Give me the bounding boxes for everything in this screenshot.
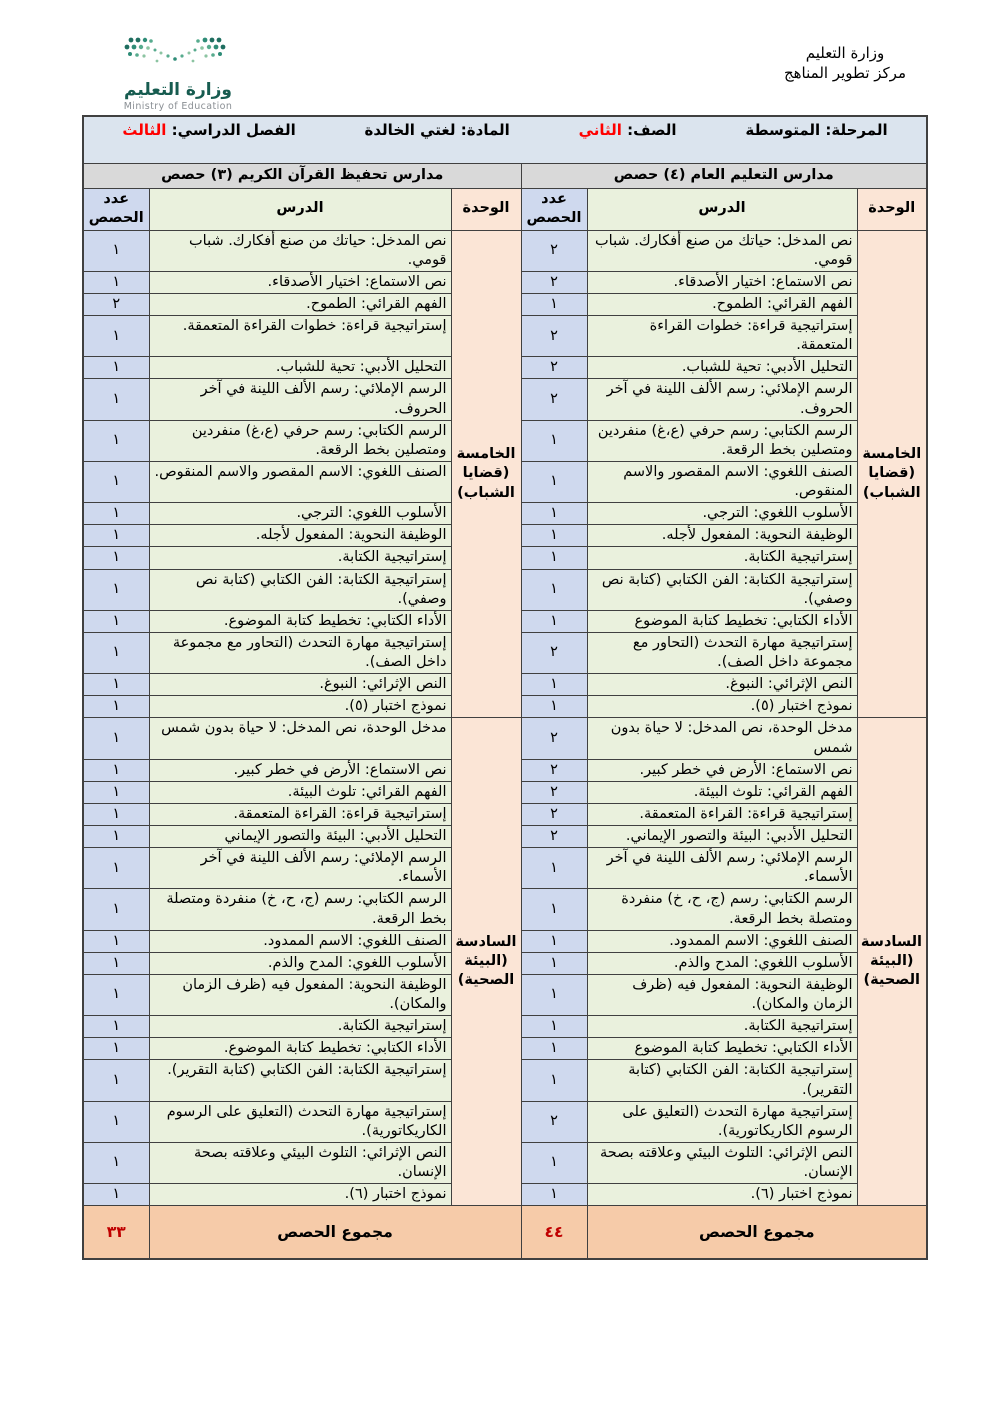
tahfiz-lesson-cell: الوظيفة النحوية: المفعول فيه (ظرف الزمان والمكان). xyxy=(149,974,451,1015)
tahfiz-periods-cell: ١ xyxy=(83,930,149,952)
general-periods-cell: ١ xyxy=(521,889,587,930)
general-periods-cell: ١ xyxy=(521,420,587,461)
general-periods-cell: ١ xyxy=(521,952,587,974)
tahfiz-lesson-cell: التحليل الأدبي: البيئة والتصور الإيماني xyxy=(149,826,451,848)
tahfiz-lesson-cell: الأداء الكتابي: تخطيط كتابة الموضوع. xyxy=(149,610,451,632)
general-lesson-cell: الفهم القرائي: تلوث البيئة. xyxy=(587,781,857,803)
general-periods-cell: ١ xyxy=(521,503,587,525)
logo-arabic-text: وزارة التعليم xyxy=(124,80,232,100)
tahfiz-total-label: مجموع الحصص xyxy=(149,1206,521,1259)
tahfiz-periods-cell: ١ xyxy=(83,1184,149,1206)
general-periods-cell: ٢ xyxy=(521,271,587,293)
general-lesson-cell: الرسم الإملائي: رسم الألف اللينة في آخر الحروف. xyxy=(587,379,857,420)
general-lesson-cell: نص الاستماع: اختيار الأصدقاء. xyxy=(587,271,857,293)
tahfiz-lesson-cell: نص الاستماع: الأرض في خطر كبير. xyxy=(149,759,451,781)
general-periods-cell: ٢ xyxy=(521,759,587,781)
general-periods-cell: ٢ xyxy=(521,357,587,379)
general-schools-title: مدارس التعليم العام (٤) حصص xyxy=(521,163,927,188)
tahfiz-lesson-cell: الرسم الكتابي: رسم (ج، ح، خ) منفردة ومتصلة بخط الرقعة. xyxy=(149,889,451,930)
tahfiz-periods-cell: ١ xyxy=(83,781,149,803)
tahfiz-schools-title: مدارس تحفيظ القرآن الكريم (٣) حصص xyxy=(83,163,521,188)
lesson-distribution-table xyxy=(82,115,928,1260)
tahfiz-periods-cell: ١ xyxy=(83,1142,149,1183)
tahfiz-lesson-cell: إستراتيجية قراءة: القراءة المتعمقة. xyxy=(149,803,451,825)
tahfiz-lesson-cell: نموذج اختبار (٦). xyxy=(149,1184,451,1206)
tahfiz-periods-cell: ١ xyxy=(83,974,149,1015)
tahfiz-periods-cell: ١ xyxy=(83,803,149,825)
general-lesson-cell: إستراتيجية مهارة التحدث (التعليق على الرسوم الكاريكاتورية). xyxy=(587,1101,857,1142)
general-periods-cell: ٢ xyxy=(521,718,587,759)
ministry-logo xyxy=(98,34,258,112)
tahfiz-lesson-cell: إستراتيجية قراءة: خطوات القراءة المتعمقة. xyxy=(149,316,451,357)
tahfiz-periods-cell: ١ xyxy=(83,826,149,848)
semester-field: الفصل الدراسي: الثالث xyxy=(122,121,296,139)
general-periods-cell: ١ xyxy=(521,461,587,502)
general-lesson-cell: إستراتيجية قراءة: القراءة المتعمقة. xyxy=(587,803,857,825)
tahfiz-lesson-cell: النص الإثرائي: النبوغ. xyxy=(149,674,451,696)
semester-value: الثالث xyxy=(122,121,167,139)
lesson-row xyxy=(83,230,927,271)
general-lesson-cell: نص الاستماع: الأرض في خطر كبير. xyxy=(587,759,857,781)
general-periods-cell: ١ xyxy=(521,674,587,696)
lesson-row xyxy=(83,718,927,759)
general-periods-header: عدد الحصص xyxy=(521,188,587,230)
general-lesson-cell: إستراتيجية قراءة: خطوات القراءة المتعمقة. xyxy=(587,316,857,357)
tahfiz-periods-cell: ١ xyxy=(83,230,149,271)
logo-english-text: Ministry of Education xyxy=(123,101,233,112)
tahfiz-lesson-cell: مدخل الوحدة، نص المدخل: لا حياة بدون شمس xyxy=(149,718,451,759)
tahfiz-periods-cell: ١ xyxy=(83,379,149,420)
tahfiz-lesson-cell: الوظيفة النحوية: المفعول لأجله. xyxy=(149,525,451,547)
tahfiz-lesson-cell: الفهم القرائي: تلوث البيئة. xyxy=(149,781,451,803)
general-periods-cell: ١ xyxy=(521,569,587,610)
general-periods-cell: ٢ xyxy=(521,632,587,673)
general-periods-cell: ١ xyxy=(521,610,587,632)
subject-field: المادة: لغتي الخالدة xyxy=(364,121,510,139)
tahfiz-lesson-cell: نص المدخل: حياتك من صنع أفكارك. شباب قومي. xyxy=(149,230,451,271)
general-periods-cell: ٢ xyxy=(521,826,587,848)
tahfiz-periods-cell: ١ xyxy=(83,1016,149,1038)
tahfiz-periods-cell: ١ xyxy=(83,1038,149,1060)
general-periods-cell: ٢ xyxy=(521,230,587,271)
general-lesson-cell: الفهم القرائي: الطموح. xyxy=(587,293,857,315)
general-lesson-cell: نموذج اختبار (٥). xyxy=(587,696,857,718)
tahfiz-periods-cell: ١ xyxy=(83,1060,149,1101)
tahfiz-periods-cell: ١ xyxy=(83,461,149,502)
tahfiz-periods-cell: ١ xyxy=(83,316,149,357)
tahfiz-periods-cell: ١ xyxy=(83,759,149,781)
tahfiz-lesson-cell: نموذج اختبار (٥). xyxy=(149,696,451,718)
general-lesson-cell: نموذج اختبار (٦). xyxy=(587,1184,857,1206)
tahfiz-periods-cell: ١ xyxy=(83,632,149,673)
ministry-header xyxy=(784,44,906,83)
tahfiz-periods-cell: ١ xyxy=(83,569,149,610)
general-periods-cell: ١ xyxy=(521,1142,587,1183)
general-lesson-cell: إستراتيجية الكتابة: الفن الكتابي (كتابة التقرير). xyxy=(587,1060,857,1101)
tahfiz-lesson-cell: إستراتيجية مهارة التحدث (التحاور مع مجموعة داخل الصف). xyxy=(149,632,451,673)
tahfiz-periods-cell: ١ xyxy=(83,547,149,569)
general-lesson-cell: النص الإثرائي: التلوث البيئي وعلاقته بصحة الإنسان. xyxy=(587,1142,857,1183)
general-lesson-cell: نص المدخل: حياتك من صنع أفكارك. شباب قومي. xyxy=(587,230,857,271)
tahfiz-total-value: ٣٣ xyxy=(83,1206,149,1259)
tahfiz-lesson-cell: الفهم القرائي: الطموح. xyxy=(149,293,451,315)
general-periods-cell: ٢ xyxy=(521,379,587,420)
general-lesson-cell: إستراتيجية مهارة التحدث (التحاور مع مجموعة داخل الصف). xyxy=(587,632,857,673)
general-periods-cell: ١ xyxy=(521,974,587,1015)
general-lesson-cell: الأداء الكتابي: تخطيط كتابة الموضوع xyxy=(587,1038,857,1060)
tahfiz-lesson-cell: النص الإثرائي: التلوث البيئي وعلاقته بصحة الإنسان. xyxy=(149,1142,451,1183)
tahfiz-lesson-cell: الرسم الكتابي: رسم حرفي (ع،غ) منفردين ومتصلين بخط الرقعة. xyxy=(149,420,451,461)
general-periods-cell: ١ xyxy=(521,930,587,952)
general-lesson-cell: الصنف اللغوي: الاسم المقصور والاسم المنقوص. xyxy=(587,461,857,502)
totals-row xyxy=(83,1206,927,1259)
tahfiz-periods-cell: ٢ xyxy=(83,293,149,315)
tahfiz-lesson-header: الدرس xyxy=(149,188,451,230)
general-periods-cell: ٢ xyxy=(521,781,587,803)
general-periods-cell: ١ xyxy=(521,848,587,889)
tahfiz-periods-cell: ١ xyxy=(83,271,149,293)
general-lesson-cell: التحليل الأدبي: تحية للشباب. xyxy=(587,357,857,379)
general-lesson-cell: الوظيفة النحوية: المفعول فيه (ظرف الزمان والمكان). xyxy=(587,974,857,1015)
tahfiz-lesson-cell: الرسم الإملائي: رسم الألف اللينة في آخر الحروف. xyxy=(149,379,451,420)
general-periods-cell: ١ xyxy=(521,696,587,718)
tahfiz-lesson-cell: الأداء الكتابي: تخطيط كتابة الموضوع. xyxy=(149,1038,451,1060)
general-lesson-cell: إستراتيجية الكتابة. xyxy=(587,1016,857,1038)
tahfiz-periods-cell: ١ xyxy=(83,674,149,696)
tahfiz-lesson-cell: الأسلوب اللغوي: المدح والذم. xyxy=(149,952,451,974)
general-lesson-cell: الأداء الكتابي: تخطيط كتابة الموضوع xyxy=(587,610,857,632)
ministry-header-line1: وزارة التعليم xyxy=(805,44,885,62)
general-periods-cell: ٢ xyxy=(521,1101,587,1142)
tahfiz-unit-header: الوحدة xyxy=(451,188,521,230)
tahfiz-lesson-cell: إستراتيجية الكتابة. xyxy=(149,1016,451,1038)
course-info-row xyxy=(83,116,927,163)
tahfiz-periods-cell: ١ xyxy=(83,503,149,525)
tahfiz-lesson-cell: نص الاستماع: اختيار الأصدقاء. xyxy=(149,271,451,293)
general-periods-cell: ٢ xyxy=(521,803,587,825)
tahfiz-periods-cell: ١ xyxy=(83,696,149,718)
tahfiz-lesson-cell: إستراتيجية الكتابة: الفن الكتابي (كتابة التقرير). xyxy=(149,1060,451,1101)
tahfiz-lesson-cell: التحليل الأدبي: تحية للشباب. xyxy=(149,357,451,379)
tahfiz-periods-cell: ١ xyxy=(83,357,149,379)
ministry-logo-dots-icon xyxy=(113,34,243,74)
tahfiz-periods-cell: ١ xyxy=(83,848,149,889)
general-lesson-cell: إستراتيجية الكتابة: الفن الكتابي (كتابة نص وصفي). xyxy=(587,569,857,610)
course-info-cell xyxy=(83,116,927,163)
general-unit-cell: السادسة (البيئة الصحية) xyxy=(857,718,927,1206)
tahfiz-periods-cell: ١ xyxy=(83,889,149,930)
general-lesson-cell: الرسم الكتابي: رسم (ج، ح، خ) منفردة ومتصلة بخط الرقعة. xyxy=(587,889,857,930)
general-periods-cell: ١ xyxy=(521,1038,587,1060)
general-periods-cell: ١ xyxy=(521,1060,587,1101)
general-lesson-header: الدرس xyxy=(587,188,857,230)
general-lesson-cell: الأسلوب اللغوي: المدح والذم. xyxy=(587,952,857,974)
general-unit-cell: الخامسة (قضايا الشباب) xyxy=(857,230,927,718)
tahfiz-lesson-cell: الصنف اللغوي: الاسم الممدود. xyxy=(149,930,451,952)
tahfiz-lesson-cell: الأسلوب اللغوي: الترجي. xyxy=(149,503,451,525)
tahfiz-unit-cell: الخامسة (قضايا الشباب) xyxy=(451,230,521,718)
tahfiz-lesson-cell: الرسم الإملائي: رسم الألف اللينة في آخر الأسماء. xyxy=(149,848,451,889)
ministry-header-line2: مركز تطوير المناهج xyxy=(783,63,906,82)
tahfiz-periods-cell: ١ xyxy=(83,525,149,547)
general-lesson-cell: التحليل الأدبي: البيئة والتصور الإيماني. xyxy=(587,826,857,848)
tahfiz-lesson-cell: إستراتيجية مهارة التحدث (التعليق على الرسوم الكاريكاتورية). xyxy=(149,1101,451,1142)
tahfiz-periods-cell: ١ xyxy=(83,718,149,759)
general-lesson-cell: إستراتيجية الكتابة. xyxy=(587,547,857,569)
tahfiz-periods-header: عدد الحصص xyxy=(83,188,149,230)
general-lesson-cell: الرسم الكتابي: رسم حرفي (ع،غ) منفردين ومتصلين بخط الرقعة. xyxy=(587,420,857,461)
tahfiz-periods-cell: ١ xyxy=(83,610,149,632)
tahfiz-lesson-cell: إستراتيجية الكتابة: الفن الكتابي (كتابة نص وصفي). xyxy=(149,569,451,610)
grade-field: الصف: الثاني xyxy=(578,121,677,139)
school-type-row xyxy=(83,163,927,188)
general-unit-header: الوحدة xyxy=(857,188,927,230)
general-periods-cell: ٢ xyxy=(521,316,587,357)
general-lesson-cell: الوظيفة النحوية: المفعول لأجله. xyxy=(587,525,857,547)
tahfiz-lesson-cell: الصنف اللغوي: الاسم المقصور والاسم المنقوص. xyxy=(149,461,451,502)
tahfiz-periods-cell: ١ xyxy=(83,1101,149,1142)
general-periods-cell: ١ xyxy=(521,1184,587,1206)
general-periods-cell: ١ xyxy=(521,525,587,547)
stage-field: المرحلة: المتوسطة xyxy=(745,121,888,139)
tahfiz-periods-cell: ١ xyxy=(83,952,149,974)
column-header-row xyxy=(83,188,927,230)
general-lesson-cell: الرسم الإملائي: رسم الألف اللينة في آخر الأسماء. xyxy=(587,848,857,889)
tahfiz-lesson-cell: إستراتيجية الكتابة. xyxy=(149,547,451,569)
grade-value: الثاني xyxy=(578,121,622,139)
tahfiz-unit-cell: السادسة (البيئة الصحية) xyxy=(451,718,521,1206)
general-periods-cell: ١ xyxy=(521,293,587,315)
general-lesson-cell: الصنف اللغوي: الاسم الممدود. xyxy=(587,930,857,952)
tahfiz-periods-cell: ١ xyxy=(83,420,149,461)
general-lesson-cell: مدخل الوحدة، نص المدخل: لا حياة بدون شمس xyxy=(587,718,857,759)
general-periods-cell: ١ xyxy=(521,1016,587,1038)
general-total-label: مجموع الحصص xyxy=(587,1206,927,1259)
general-lesson-cell: الأسلوب اللغوي: الترجي. xyxy=(587,503,857,525)
general-total-value: ٤٤ xyxy=(521,1206,587,1259)
general-lesson-cell: النص الإثرائي: النبوغ. xyxy=(587,674,857,696)
general-periods-cell: ١ xyxy=(521,547,587,569)
